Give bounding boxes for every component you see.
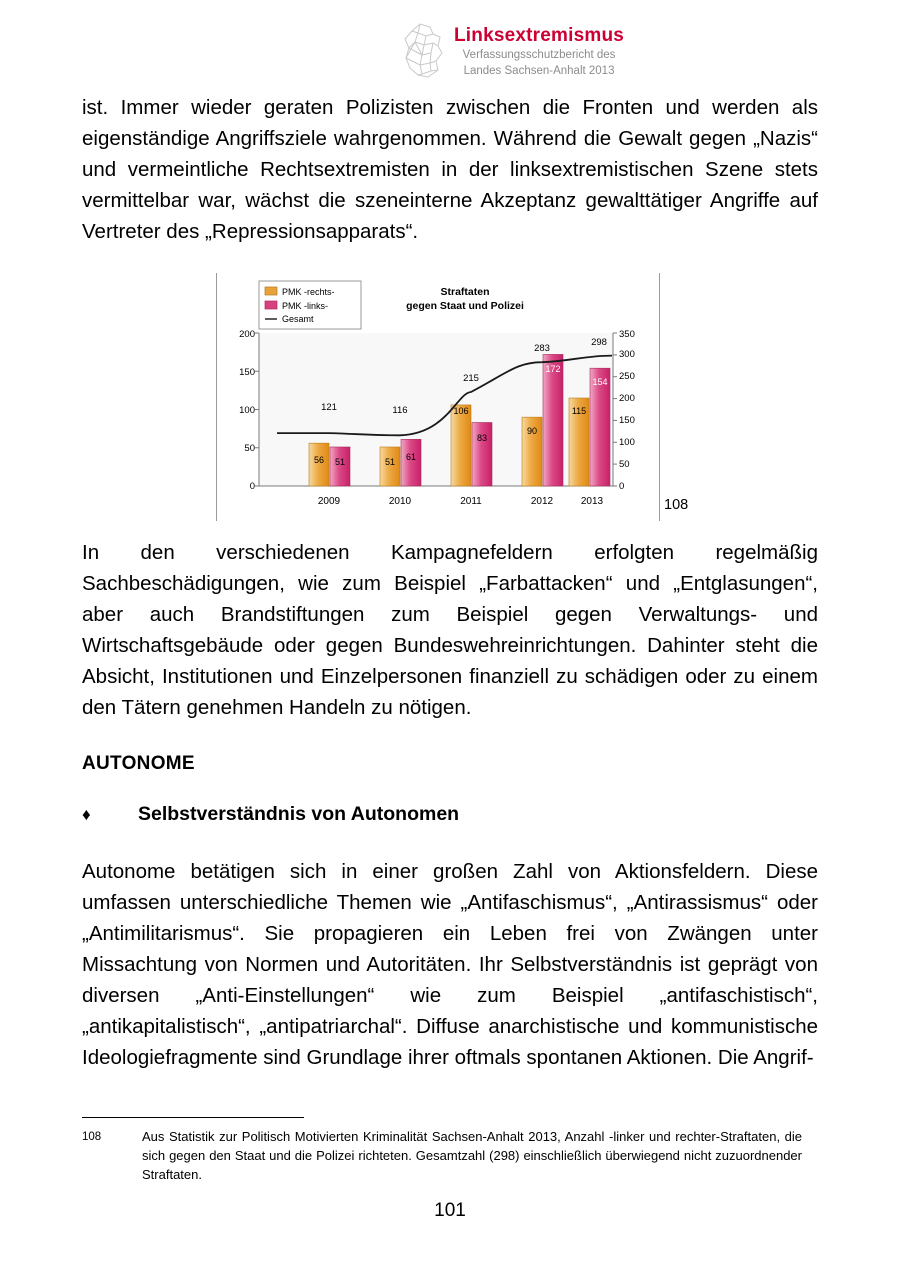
svg-text:Straftaten: Straftaten — [440, 286, 490, 298]
header-subtitle-line-2: Landes Sachsen-Anhalt 2013 — [463, 65, 615, 77]
header-text — [454, 22, 624, 78]
svg-text:100: 100 — [239, 405, 255, 416]
svg-text:150: 150 — [239, 367, 255, 378]
header-subtitle-line-1: Verfassungsschutzbericht des — [462, 49, 616, 61]
footnote-divider — [82, 1117, 304, 1118]
chart-footnote-reference: 108 — [664, 497, 689, 513]
diamond-bullet-icon: ♦ — [82, 805, 91, 824]
sachsen-anhalt-map-icon — [400, 22, 446, 80]
svg-text:gegen Staat und Polizei: gegen Staat und Polizei — [406, 300, 524, 312]
svg-text:0: 0 — [619, 481, 625, 492]
bullet-heading-row — [82, 801, 818, 828]
svg-text:106: 106 — [453, 406, 469, 416]
svg-text:150: 150 — [619, 415, 635, 426]
footnote-text: Aus Statistik zur Politisch Motivierten Kriminalität Sachsen-Anhalt 2013, Anzahl -linker und rechter-Straftaten, die sich gegen den Staat und die Polizei richteten. Gesamtzahl (298) einschließlich überwiegend nicht zuzuordnender Straftaten. — [142, 1129, 802, 1182]
svg-text:115: 115 — [571, 406, 587, 416]
svg-text:121: 121 — [321, 402, 337, 413]
paragraph-1: ist. Immer wieder geraten Polizisten zwischen die Fronten und werden als eigenständige Angriffsziele wahrgenommen. Während die Gewalt gegen „Nazis“ und vermeintliche Rechtsextremisten in der linksextremistischen Szene stets vermittelbar war, wächst die szeneinterne Akzeptanz gewalttätiger Angriffe auf Vertreter des „Repressionsapparats“. — [82, 96, 818, 243]
svg-text:2009: 2009 — [317, 496, 341, 507]
svg-text:116: 116 — [392, 405, 408, 416]
svg-text:2011: 2011 — [460, 496, 482, 507]
svg-text:300: 300 — [619, 349, 635, 360]
header-inner — [400, 22, 624, 80]
svg-text:PMK -rechts-: PMK -rechts- — [282, 287, 335, 297]
svg-text:215: 215 — [463, 373, 479, 384]
svg-text:90: 90 — [526, 426, 538, 436]
svg-text:PMK -links-: PMK -links- — [282, 301, 329, 311]
page-content — [82, 92, 818, 1073]
svg-text:298: 298 — [591, 337, 607, 348]
svg-text:200: 200 — [239, 329, 255, 340]
svg-text:200: 200 — [619, 393, 635, 404]
svg-text:2013: 2013 — [580, 496, 604, 507]
svg-text:50: 50 — [244, 443, 255, 454]
svg-text:56: 56 — [313, 455, 325, 465]
svg-text:350: 350 — [619, 329, 635, 340]
footnote-row — [82, 1127, 818, 1184]
chart-container — [216, 273, 660, 521]
svg-text:0: 0 — [249, 481, 255, 492]
chart-legend — [259, 281, 361, 329]
svg-text:100: 100 — [619, 437, 635, 448]
svg-text:51: 51 — [334, 457, 346, 467]
svg-text:2010: 2010 — [388, 496, 412, 507]
paragraph-2: In den verschiedenen Kampagnefeldern erfolgten regelmäßig Sachbeschädigungen, wie zum Beispiel „Farbattacken“ und „Entglasungen“, aber auch Brandstiftungen zum Beispiel gegen Verwaltungs- und Wirtschaftsgebäude oder gegen Bundeswehreinrichtungen. Dahinter steht die Absicht, Institutionen und Einzelpersonen finanziell zu schädigen oder zu einem den Tätern genehmen Handeln zu nötigen. — [82, 541, 818, 719]
svg-text:83: 83 — [476, 433, 488, 443]
svg-text:172: 172 — [545, 364, 561, 374]
header-title: Linksextremismus — [454, 25, 625, 46]
svg-text:2012: 2012 — [530, 496, 554, 507]
svg-text:283: 283 — [534, 343, 550, 354]
bar-chart — [217, 273, 659, 519]
footnote-block — [82, 1117, 818, 1184]
svg-text:154: 154 — [592, 377, 608, 387]
bullet-heading-text: Selbstverständnis von Autonomen — [138, 803, 460, 825]
svg-text:Gesamt: Gesamt — [282, 314, 314, 324]
svg-text:50: 50 — [619, 459, 630, 470]
page-header — [0, 22, 900, 94]
svg-text:61: 61 — [405, 452, 417, 462]
page-number: 101 — [434, 1200, 466, 1221]
paragraph-3: Autonome betätigen sich in einer großen Zahl von Aktionsfeldern. Diese umfassen unterschiedliche Themen wie „Antifaschismus“, „Antirassismus“ oder „Antimilitarismus“. Sie propagieren ein Leben frei von Zwängen unter Missachtung von Normen und Autoritäten. Ihr Selbstverständnis ist geprägt von diversen „Anti-Einstellungen“ wie zum Beispiel „antifaschistisch“, „antikapitalistisch“, „antipatriarchal“. Diffuse anarchistische und kommunistische Ideologiefragmente sind Grundlage ihrer oftmals spontanen Aktionen. Die Angrif- — [82, 860, 818, 1069]
svg-text:51: 51 — [384, 457, 396, 467]
svg-text:250: 250 — [619, 371, 635, 382]
chart-figure — [82, 273, 818, 523]
footnote-number: 108 — [82, 1131, 102, 1143]
section-heading-autonome: AUTONOME — [82, 753, 195, 774]
